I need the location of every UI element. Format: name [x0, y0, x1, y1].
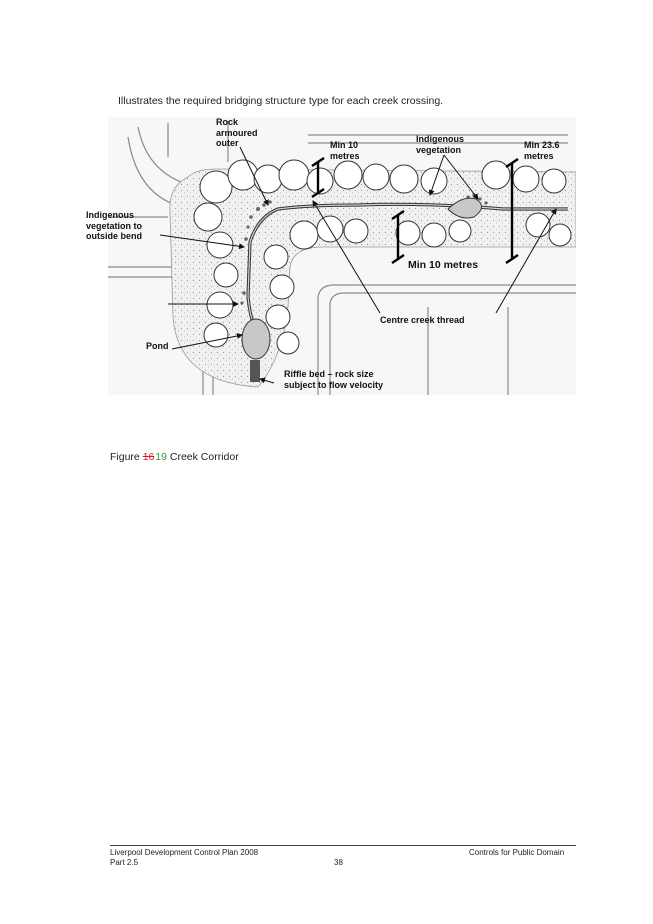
label-line: vegetation to: [86, 220, 143, 231]
figure-caption: [110, 451, 239, 463]
caption-title: Creek Corridor: [166, 451, 239, 463]
label-pond: Pond: [146, 341, 169, 351]
label-rock-armoured: [216, 117, 258, 149]
label-min10-bottom: Min 10 metres: [408, 259, 479, 271]
label-centre-thread: Centre creek thread: [380, 315, 465, 325]
caption-prefix: Figure: [110, 451, 143, 463]
footer-section: Controls for Public Domain: [469, 848, 565, 857]
footer-doc-title: Liverpool Development Control Plan 2008: [110, 848, 259, 857]
label-indigenous-vegetation: [416, 134, 464, 155]
label-line: metres: [524, 150, 554, 161]
label-line: metres: [330, 150, 360, 161]
label-line: Rock: [216, 117, 239, 127]
label-line: vegetation: [416, 144, 462, 155]
intro-text: Illustrates the required bridging structure type for each creek crossing.: [118, 95, 444, 107]
label-line: Riffle bed – rock size: [284, 369, 374, 379]
footer-part: Part 2.5: [110, 858, 139, 867]
caption-inserted-number: 19: [155, 451, 167, 463]
label-line: outer: [216, 138, 239, 148]
footer-divider: [110, 845, 576, 846]
label-indigenous-bend: [86, 210, 142, 242]
footer-page-number: 38: [334, 858, 343, 867]
label-min10-top: [330, 140, 360, 161]
label-line: outside bend: [86, 231, 142, 241]
label-line: subject to flow velocity: [284, 379, 384, 390]
label-line: Indigenous: [86, 210, 134, 220]
label-line: Indigenous: [416, 134, 464, 144]
label-line: armoured: [216, 127, 258, 138]
creek-corridor-figure: [86, 117, 576, 395]
caption-deleted-number: 16: [142, 451, 155, 463]
label-line: Min 10: [330, 140, 359, 150]
label-line: Min 23.6: [524, 140, 560, 150]
label-min236: [524, 140, 560, 161]
label-riffle-bed: [284, 369, 383, 390]
